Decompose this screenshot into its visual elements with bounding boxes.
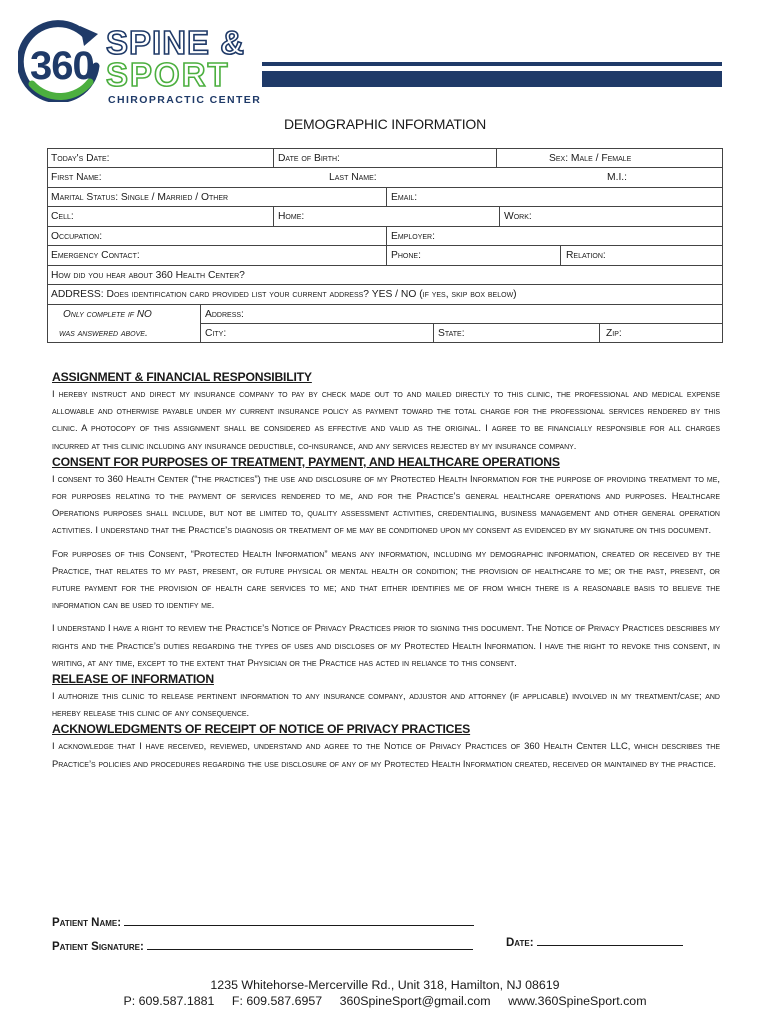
- form-rule: [722, 148, 723, 343]
- logo-tagline: CHIROPRACTIC CENTER: [108, 94, 262, 106]
- form-rule: [47, 342, 723, 343]
- sex-field[interactable]: Sex: Male / Female: [549, 153, 632, 164]
- dob-field[interactable]: Date of Birth:: [278, 153, 340, 164]
- release-heading: RELEASE OF INFORMATION: [52, 672, 214, 687]
- header-rule-thin: [262, 62, 722, 66]
- form-rule: [47, 148, 48, 343]
- date-line[interactable]: [506, 934, 683, 949]
- patient-signature-label: Patient Signature:: [52, 941, 144, 953]
- logo-number: 360: [30, 44, 94, 88]
- cell-phone-field[interactable]: Cell:: [51, 211, 74, 222]
- assignment-paragraph: I hereby instruct and direct my insurance company to pay by check made out to and mailed directly to this clinic, the professional and medical expense allowable and otherwise payable under my current insurance policy as payment toward the total charge for the professional services rendered by this clinic. A photocopy of this assignment shall be considered as effective and valid as the original. I agree to be financially responsible for all charges incurred at this clinic including any insurance deductible, co-insurance, and any services rejected by my insurance company.: [52, 388, 720, 451]
- consent-heading: CONSENT FOR PURPOSES OF TREATMENT, PAYMENT, AND HEALTHCARE OPERATIONS: [52, 454, 560, 469]
- patient-signature-line[interactable]: [52, 938, 473, 953]
- consent-body: [52, 369, 720, 772]
- city-field[interactable]: City:: [205, 328, 227, 339]
- form-rule: [599, 323, 600, 343]
- form-rule: [273, 148, 274, 168]
- form-rule: [47, 284, 723, 285]
- acknowledgment-heading: ACKNOWLEDGMENTS OF RECEIPT OF NOTICE OF PRIVACY PRACTICES: [52, 722, 471, 737]
- logo-spine-text: SPINE &: [106, 24, 246, 61]
- address-field[interactable]: Address:: [205, 309, 244, 320]
- form-rule: [433, 323, 434, 343]
- form-rule: [496, 148, 497, 168]
- form-rule: [47, 245, 723, 246]
- form-rule: [47, 206, 723, 207]
- form-rule: [47, 148, 723, 149]
- footer-address: 1235 Whitehorse-Mercerville Rd., Unit 318, Hamilton, NJ 08619: [210, 978, 560, 992]
- consent-paragraph-3: I understand I have a right to review the Practice’s Notice of Privacy Practices prior to signing this document. The Notice of Privacy Practices describes my rights and the Practice’s duties regarding the types of uses and discloses of my Protected Health Information. I have the right to revoke this consent, in writing, at any time, except to the extent that Physician or the Practice has acted in reliance to this consent.: [52, 622, 720, 668]
- first-name-field[interactable]: First Name:: [51, 172, 102, 183]
- form-rule: [200, 304, 201, 343]
- form-rule: [273, 206, 274, 226]
- header-rule-thick: [262, 71, 722, 87]
- footer-phone: P: 609.587.1881: [123, 994, 215, 1008]
- email-field[interactable]: Email:: [391, 192, 418, 203]
- zip-field[interactable]: Zip:: [606, 328, 622, 339]
- last-name-field[interactable]: Last Name:: [329, 172, 377, 183]
- address-question[interactable]: ADDRESS: Does identification card provided list your current address? YES / NO (if yes, skip box below): [51, 289, 517, 300]
- form-rule: [47, 226, 723, 227]
- form-rule: [47, 265, 723, 266]
- consent-paragraph-1: I consent to 360 Health Center (“the practices”) the use and disclosure of my Protected Health Information for the purpose of providing treatment to me, for purposes relating to the payment of services rendered to me, and for the Practice’s general healthcare operations and purposes. Healthcare Operations purposes shall include, but not be limited to, quality assessment activities, credentialing, business management and other general operation activities. I understand that the Practice’s diagnosis or treatment of me may be conditioned upon my consent as evidenced by my signature on this document.: [52, 472, 720, 536]
- form-rule: [47, 167, 723, 168]
- consent-paragraph-2: For purposes of this Consent, “Protected Health Information” means any information, including my demographic information, created or received by the Practice, that relates to my past, present, or future physical or mental health or condition; the provision of healthcare to me; or the past, present, or future payment for the provision of health care services to me; and that either identifies me of from which there is a reasonable basis to believe the information can be used to identify me.: [52, 547, 720, 611]
- address-note-line2: was answered above.: [59, 328, 148, 339]
- clinic-logo: [14, 14, 264, 114]
- assignment-heading: ASSIGNMENT & FINANCIAL RESPONSIBILITY: [52, 370, 312, 384]
- occupation-field[interactable]: Occupation:: [51, 231, 103, 242]
- footer-website[interactable]: www.360SpineSport.com: [508, 994, 647, 1008]
- form-rule: [499, 206, 500, 226]
- logo-sport-text: SPORT: [106, 56, 230, 93]
- page-title: DEMOGRAPHIC INFORMATION: [283, 116, 487, 132]
- address-note-line1: Only complete if NO: [63, 309, 152, 320]
- patient-name-input[interactable]: [124, 914, 474, 926]
- emergency-contact-field[interactable]: Emergency Contact:: [51, 250, 140, 261]
- patient-signature-input[interactable]: [147, 938, 473, 950]
- acknowledgment-paragraph: I acknowledge that I have received, reviewed, understand and agree to the Notice of Privacy Practices of 360 Health Center LLC, which describes the Practice’s policies and procedures regarding the use disclosure of any of my Protected Health Information created, received or maintained by the practice.: [52, 740, 720, 769]
- patient-name-label: Patient Name:: [52, 917, 122, 929]
- form-rule: [386, 187, 387, 207]
- todays-date-field[interactable]: Today's Date:: [51, 153, 110, 164]
- home-phone-field[interactable]: Home:: [278, 211, 305, 222]
- date-input[interactable]: [537, 934, 683, 946]
- demographic-form: [47, 148, 723, 342]
- emergency-phone-field[interactable]: Phone:: [391, 250, 421, 261]
- footer-contact: [0, 994, 770, 1008]
- date-label: Date:: [506, 937, 534, 949]
- employer-field[interactable]: Employer:: [391, 231, 435, 242]
- middle-initial-field[interactable]: M.I.:: [607, 172, 628, 183]
- form-rule: [560, 245, 561, 265]
- footer-fax: F: 609.587.6957: [231, 994, 323, 1008]
- work-phone-field[interactable]: Work:: [504, 211, 532, 222]
- referral-source-field[interactable]: How did you hear about 360 Health Center?: [51, 270, 245, 281]
- form-rule: [386, 226, 387, 265]
- release-paragraph: I authorize this clinic to release pertinent information to any insurance company, adjustor and attorney (if applicable) involved in my treatment/case; and hereby release this clinic of any consequence.: [52, 690, 720, 719]
- form-rule: [47, 187, 723, 188]
- form-rule: [47, 304, 723, 305]
- form-rule: [200, 323, 723, 324]
- footer-email[interactable]: 360SpineSport@gmail.com: [339, 994, 491, 1008]
- relation-field[interactable]: Relation:: [566, 250, 606, 261]
- marital-status-field[interactable]: Marital Status: Single / Married / Other: [51, 192, 229, 203]
- patient-name-line[interactable]: [52, 914, 474, 929]
- state-field[interactable]: State:: [438, 328, 465, 339]
